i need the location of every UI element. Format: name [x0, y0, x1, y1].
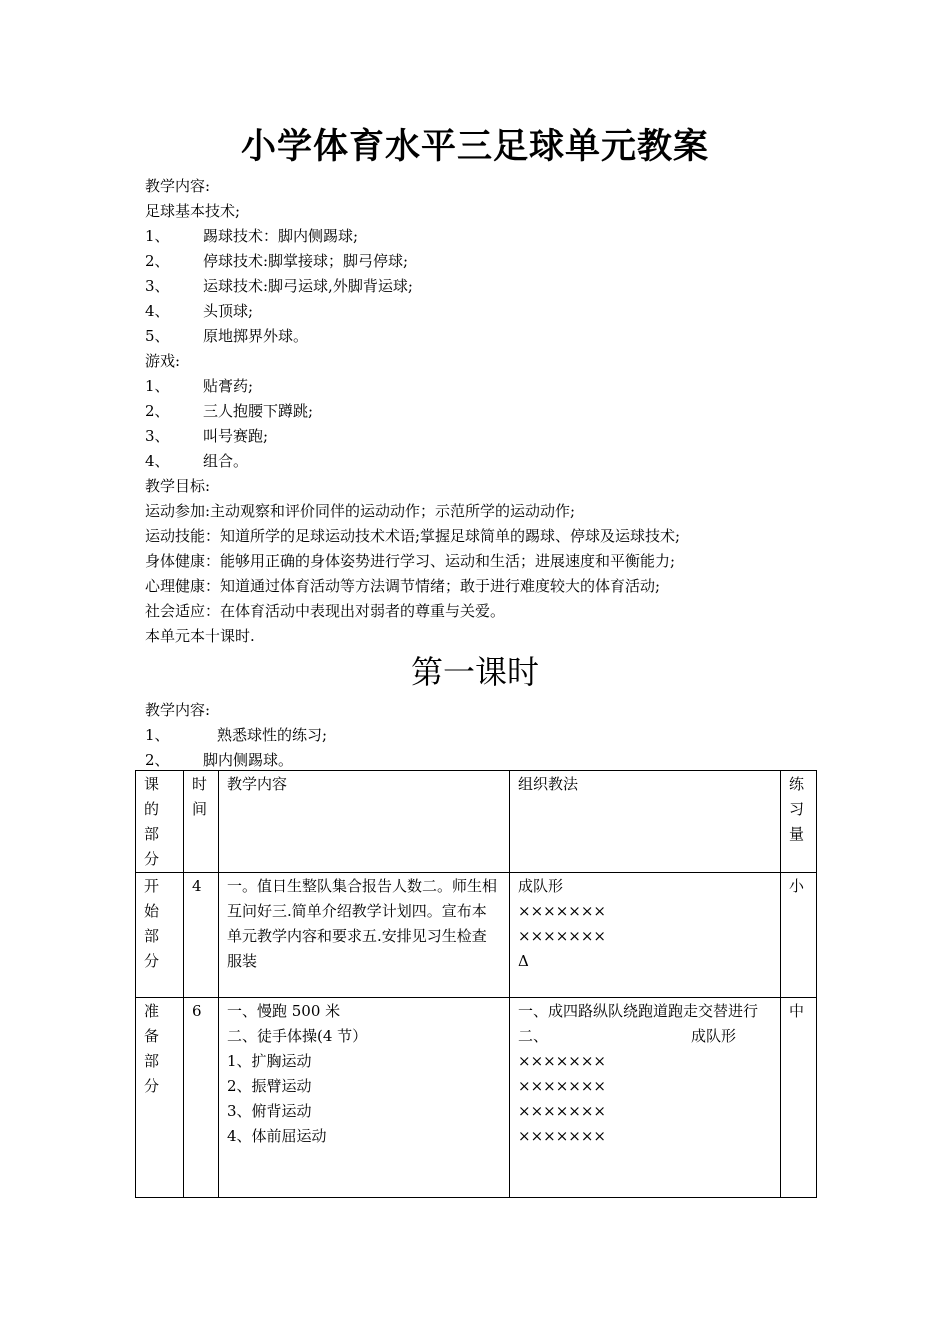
row-load: 小 [781, 873, 817, 998]
lesson-item-text: 脚内侧踢球。 [203, 751, 294, 769]
row-part [136, 998, 184, 1198]
method-line: 成队形 [518, 877, 564, 895]
row-part-text: 准备部分 [144, 1002, 160, 1095]
row-method [510, 873, 781, 998]
formation-row: ××××××× [518, 1077, 606, 1095]
content-line: 2、振臂运动 [227, 1077, 312, 1095]
table-row [136, 998, 817, 1198]
skill-number: 1、 [145, 227, 170, 245]
row-content: 一。值日生整队集合报告人数二。师生相互问好三.简单介绍教学计划四。宣布本单元教学内容和要求五.安排见习生检查服装 [219, 873, 510, 998]
lesson-item-text: 熟悉球性的练习; [217, 726, 328, 744]
skill-item [145, 274, 413, 299]
game-text: 贴膏药; [203, 377, 254, 395]
goal-item: 运动技能：知道所学的足球运动技术术语;掌握足球简单的踢球、停球及运球技术; [145, 527, 681, 545]
formation-row: ××××××× [518, 1052, 606, 1070]
goal-item: 身体健康：能够用正确的身体姿势进行学习、运动和生活；进展速度和平衡能力; [145, 552, 676, 570]
skill-item [145, 224, 358, 249]
game-item [145, 424, 268, 449]
game-item [145, 449, 248, 474]
document-title: 小学体育水平三足球单元教案 [240, 126, 709, 167]
header-content: 教学内容 [219, 771, 510, 873]
formation-label: 成队形 [690, 1027, 736, 1045]
header-load-text: 练习量 [789, 775, 805, 843]
games-heading: 游戏: [145, 352, 181, 370]
skill-item [145, 324, 308, 349]
lesson-item-number: 2、 [145, 751, 170, 769]
unit-content-heading: 教学内容: [145, 177, 211, 195]
skill-text: 头顶球; [203, 302, 254, 320]
content-line: 1、扩胸运动 [227, 1052, 312, 1070]
basic-skills-heading: 足球基本技术; [145, 202, 241, 220]
hours-note: 本单元本十课时. [145, 627, 255, 645]
header-load [781, 771, 817, 873]
content-line: 一、慢跑 500 米 [227, 1002, 341, 1020]
row-part [136, 873, 184, 998]
table-row [136, 873, 817, 998]
table-header-row [136, 771, 817, 873]
header-method: 组织教法 [510, 771, 781, 873]
header-time-text: 时间 [192, 775, 208, 818]
content-line: 3、俯背运动 [227, 1102, 312, 1120]
game-number: 4、 [145, 452, 170, 470]
row-content [219, 998, 510, 1198]
game-text: 三人抱腰下蹲跳; [203, 402, 314, 420]
formation-row: ××××××× [518, 1102, 606, 1120]
goals-heading: 教学目标: [145, 477, 211, 495]
header-time [184, 771, 219, 873]
skill-number: 5、 [145, 327, 170, 345]
formation-number: 二、 [518, 1027, 549, 1045]
lesson-content-heading: 教学内容: [145, 701, 211, 719]
skill-item [145, 299, 253, 324]
game-number: 3、 [145, 427, 170, 445]
skill-text: 运球技术:脚弓运球,外脚背运球; [203, 277, 413, 295]
skill-text: 原地掷界外球。 [203, 327, 309, 345]
formation-row: ××××××× [518, 927, 606, 945]
formation-row: ××××××× [518, 902, 606, 920]
skill-item [145, 249, 408, 274]
lesson-item [145, 723, 327, 748]
teacher-marker: Δ [518, 952, 529, 970]
method-intro: 一、成四路纵队绕跑道跑走交替进行 [518, 1002, 759, 1020]
skill-text: 踢球技术：脚内侧踢球; [203, 227, 359, 245]
game-text: 叫号赛跑; [203, 427, 269, 445]
skill-text: 停球技术:脚掌接球；脚弓停球; [203, 252, 409, 270]
row-method [510, 998, 781, 1198]
game-item [145, 374, 253, 399]
row-time: 4 [184, 873, 219, 998]
row-part-text: 开始部分 [144, 877, 160, 970]
lesson-title: 第一课时 [410, 653, 539, 691]
row-time: 6 [184, 998, 219, 1198]
content-line: 二、徒手体操(4 节） [227, 1027, 368, 1045]
lesson-plan-table [135, 770, 817, 1198]
formation-row: ××××××× [518, 1127, 606, 1145]
game-item [145, 399, 313, 424]
content-line: 4、体前屈运动 [227, 1127, 327, 1145]
game-number: 2、 [145, 402, 170, 420]
game-text: 组合。 [203, 452, 249, 470]
lesson-item-number: 1、 [145, 726, 170, 744]
skill-number: 4、 [145, 302, 170, 320]
method-formation-line [518, 1024, 772, 1049]
goal-item: 运动参加:主动观察和评价同伴的运动动作；示范所学的运动动作; [145, 502, 576, 520]
goal-item: 心理健康：知道通过体育活动等方法调节情绪；敢于进行难度较大的体育活动; [145, 577, 661, 595]
header-part [136, 771, 184, 873]
header-part-text: 课的部分 [144, 775, 160, 868]
game-number: 1、 [145, 377, 170, 395]
goal-item: 社会适应：在体育活动中表现出对弱者的尊重与关爱。 [145, 602, 506, 620]
skill-number: 3、 [145, 277, 170, 295]
skill-number: 2、 [145, 252, 170, 270]
row-load: 中 [781, 998, 817, 1198]
